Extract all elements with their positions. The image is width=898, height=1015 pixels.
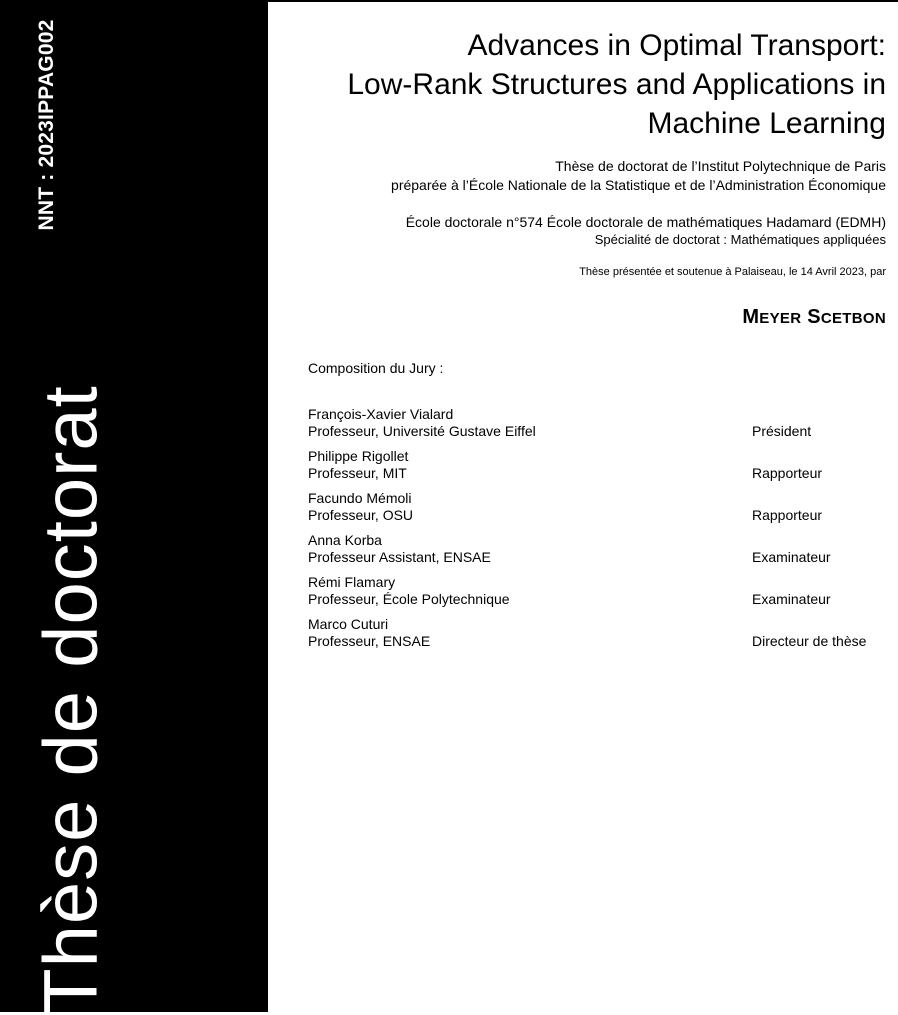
member-role: Examinateur — [752, 549, 831, 565]
jury-member — [308, 406, 886, 448]
jury-member — [308, 448, 886, 490]
jury-member — [308, 490, 886, 532]
jury-heading: Composition du Jury : — [308, 360, 444, 376]
member-name: Rémi Flamary — [308, 574, 396, 590]
member-role: Président — [752, 423, 812, 439]
member-name: Marco Cuturi — [308, 616, 389, 632]
institution-line: Thèse de doctorat de l’Institut Polytechnique de Paris — [555, 158, 886, 174]
member-position: Professeur Assistant, ENSAE — [308, 549, 491, 565]
member-position: Professeur, ENSAE — [308, 633, 431, 649]
member-role: Examinateur — [752, 591, 831, 607]
author-name: MEYER SCETBON — [742, 306, 886, 328]
member-name: François-Xavier Vialard — [308, 406, 454, 422]
member-name: Anna Korba — [308, 532, 382, 548]
specialty: Spécialité de doctorat : Mathématiques appliquées — [594, 232, 886, 247]
defense-info: Thèse présentée et soutenue à Palaiseau, le 14 Avril 2023, par — [579, 266, 886, 278]
thesis-title — [266, 26, 886, 143]
doctoral-school: École doctorale n°574 École doctorale de mathématiques Hadamard (EDMH) — [405, 214, 886, 230]
member-role: Rapporteur — [752, 465, 823, 481]
member-position: Professeur, École Polytechnique — [308, 591, 510, 607]
black-sidebar — [0, 0, 268, 1015]
member-name: Facundo Mémoli — [308, 490, 412, 506]
jury-member — [308, 616, 886, 658]
member-position: Professeur, Université Gustave Eiffel — [308, 423, 536, 439]
member-role: Rapporteur — [752, 507, 823, 523]
member-position: Professeur, OSU — [308, 507, 414, 523]
vertical-thesis-label: Thèse de doctorat — [28, 385, 114, 1015]
nnt-number: NNT : 2023IPPAG002 — [35, 19, 58, 231]
jury-list — [308, 406, 886, 658]
jury-member — [308, 532, 886, 574]
jury-member — [308, 574, 886, 616]
title-line-2: Low-Rank Structures and Applications in — [347, 68, 886, 101]
member-role: Directeur de thèse — [752, 633, 867, 649]
title-line-3: Machine Learning — [647, 107, 886, 140]
title-line-1: Advances in Optimal Transport: — [467, 29, 886, 62]
member-name: Philippe Rigollet — [308, 448, 409, 464]
top-rule — [268, 0, 898, 2]
member-position: Professeur, MIT — [308, 465, 407, 481]
school-line: préparée à l’École Nationale de la Statistique et de l’Administration Économique — [391, 177, 886, 193]
